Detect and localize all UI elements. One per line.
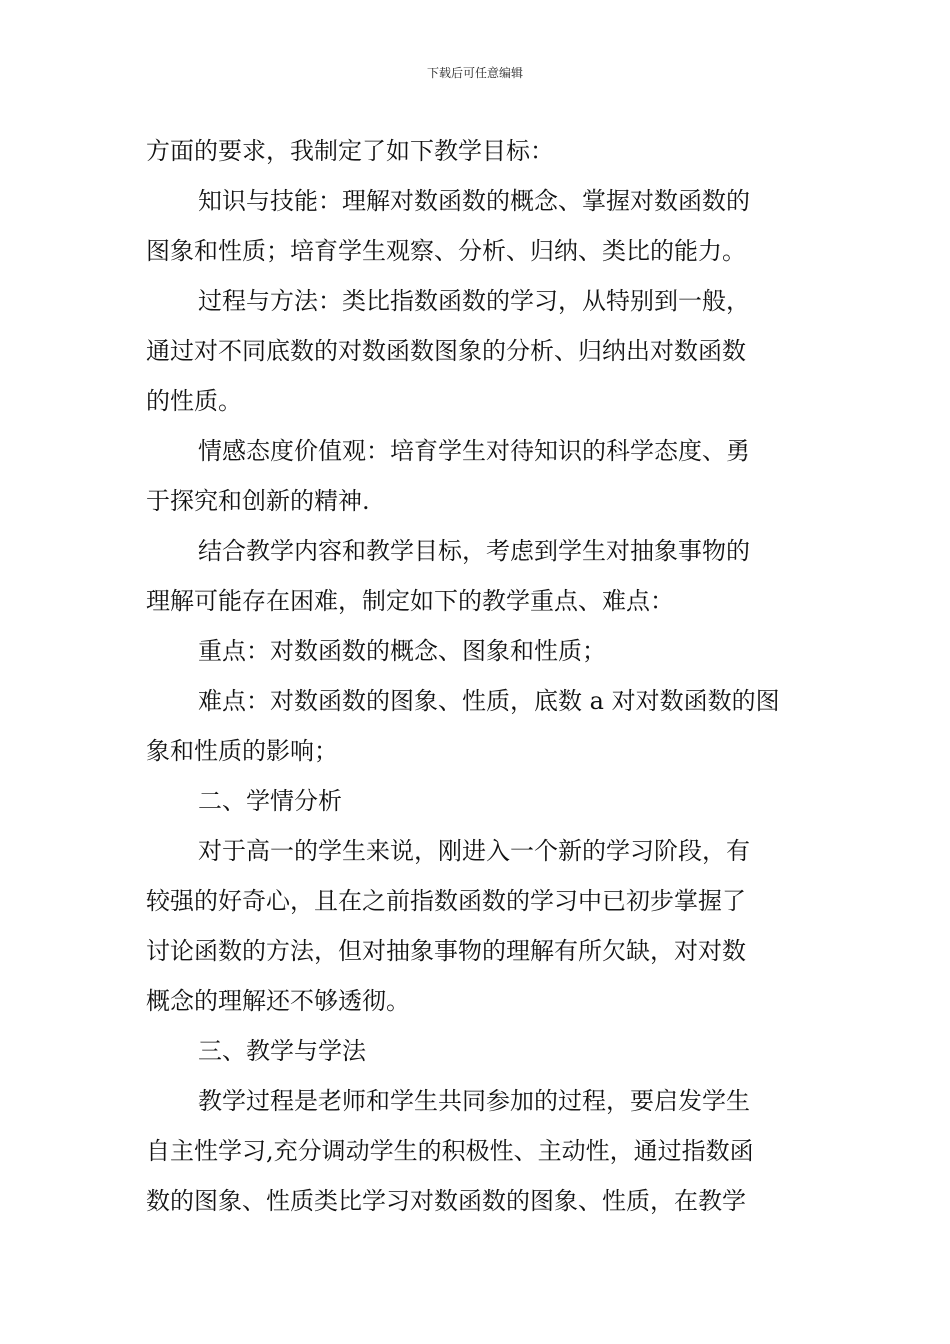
paragraph-student-analysis: 对于高一的学生来说，刚进入一个新的学习阶段，有	[198, 837, 750, 865]
paragraph-emotion-values: 情感态度价值观：培育学生对待知识的科学态度、勇	[198, 437, 750, 465]
text-line: 的性质。	[146, 387, 242, 415]
text-line: 较强的好奇心，且在之前指数函数的学习中已初步掌握了	[146, 887, 746, 915]
text-line: 象和性质的影响；	[146, 737, 338, 765]
section-heading-teaching-methods: 三、教学与学法	[198, 1037, 366, 1065]
text-line: 讨论函数的方法，但对抽象事物的理解有所欠缺，对对数	[146, 937, 746, 965]
paragraph-key-point: 重点：对数函数的概念、图象和性质；	[198, 637, 606, 665]
document-body	[146, 126, 816, 1226]
paragraph-difficult-point: 难点：对数函数的图象、性质，底数 a 对对数函数的图	[198, 687, 780, 715]
paragraph-knowledge-skills: 知识与技能：理解对数函数的概念、掌握对数函数的	[198, 187, 750, 215]
paragraph-key-points-intro: 结合教学内容和教学目标，考虑到学生对抽象事物的	[198, 537, 750, 565]
text-line: 方面的要求，我制定了如下教学目标：	[146, 137, 554, 165]
text-line: 自主性学习,充分调动学生的积极性、主动性，通过指数函	[146, 1137, 754, 1165]
text-line: 图象和性质；培育学生观察、分析、归纳、类比的能力。	[146, 237, 746, 265]
text-line: 通过对不同底数的对数函数图象的分析、归纳出对数函数	[146, 337, 746, 365]
paragraph-process-method: 过程与方法：类比指数函数的学习，从特别到一般，	[198, 287, 750, 315]
text-line: 于探究和创新的精神.	[146, 487, 370, 515]
page-header: 下载后可任意编辑	[426, 66, 523, 80]
text-line: 概念的理解还不够透彻。	[146, 987, 410, 1015]
paragraph-teaching-methods: 教学过程是老师和学生共同参加的过程，要启发学生	[198, 1087, 750, 1115]
text-line: 数的图象、性质类比学习对数函数的图象、性质，在教学	[146, 1187, 746, 1215]
text-line: 理解可能存在困难，制定如下的教学重点、难点：	[146, 587, 674, 615]
section-heading-student-analysis: 二、学情分析	[198, 787, 342, 815]
